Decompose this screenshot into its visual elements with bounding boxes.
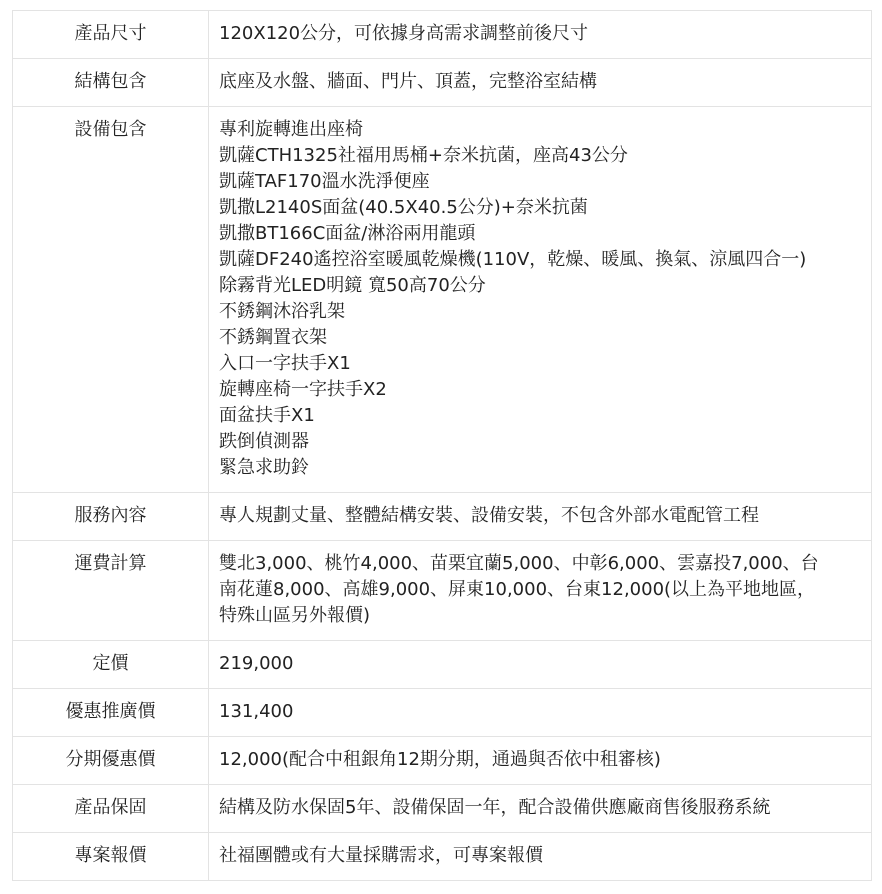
spec-label: 優惠推廣價 bbox=[13, 689, 209, 737]
spec-row-shipping bbox=[13, 541, 872, 641]
spec-value-line: 結構及防水保固5年、設備保固一年，配合設備供應廠商售後服務系統 bbox=[219, 797, 771, 818]
spec-value-line: 131,400 bbox=[219, 701, 294, 722]
spec-value-line: 緊急求助鈴 bbox=[219, 457, 309, 478]
spec-row-installment-price bbox=[13, 737, 872, 785]
spec-table-body bbox=[13, 11, 872, 881]
spec-value bbox=[209, 785, 872, 833]
spec-value bbox=[209, 641, 872, 689]
spec-label: 結構包含 bbox=[13, 59, 209, 107]
spec-value-line: 跌倒偵測器 bbox=[219, 431, 309, 452]
spec-value-line: 凱撒BT166C面盆/淋浴兩用龍頭 bbox=[219, 223, 476, 244]
spec-label: 產品尺寸 bbox=[13, 11, 209, 59]
spec-value-line: 凱撒L2140S面盆(40.5X40.5公分)+奈米抗菌 bbox=[219, 197, 588, 218]
spec-label: 專案報價 bbox=[13, 833, 209, 881]
spec-value-line: 底座及水盤、牆面、門片、頂蓋，完整浴室結構 bbox=[219, 71, 597, 92]
spec-value-line: 旋轉座椅一字扶手X2 bbox=[219, 379, 387, 400]
spec-value bbox=[209, 689, 872, 737]
spec-value-line: 除霧背光LED明鏡 寬50高70公分 bbox=[219, 275, 486, 296]
spec-row-promo-price bbox=[13, 689, 872, 737]
spec-value-line: 專利旋轉進出座椅 bbox=[219, 119, 363, 140]
spec-label: 服務內容 bbox=[13, 493, 209, 541]
spec-value-line: 不銹鋼置衣架 bbox=[219, 327, 327, 348]
spec-row-size bbox=[13, 11, 872, 59]
spec-label: 定價 bbox=[13, 641, 209, 689]
spec-value-line: 雙北3,000、桃竹4,000、苗栗宜蘭5,000、中彰6,000、雲嘉投7,000、台 bbox=[219, 553, 819, 574]
spec-value-line: 入口一字扶手X1 bbox=[219, 353, 351, 374]
spec-value-line: 社福團體或有大量採購需求，可專案報價 bbox=[219, 845, 543, 866]
spec-label: 運費計算 bbox=[13, 541, 209, 641]
spec-value bbox=[209, 59, 872, 107]
spec-value-line: 凱薩DF240遙控浴室暖風乾燥機(110V，乾燥、暖風、換氣、涼風四合一) bbox=[219, 249, 807, 270]
spec-value bbox=[209, 833, 872, 881]
spec-label: 產品保固 bbox=[13, 785, 209, 833]
spec-row-list-price bbox=[13, 641, 872, 689]
spec-value-line: 面盆扶手X1 bbox=[219, 405, 315, 426]
spec-value-line: 專人規劃丈量、整體結構安裝、設備安裝，不包含外部水電配管工程 bbox=[219, 505, 759, 526]
spec-row-project-quote bbox=[13, 833, 872, 881]
spec-value-line: 12,000(配合中租銀角12期分期，通過與否依中租審核) bbox=[219, 749, 661, 770]
spec-label: 分期優惠價 bbox=[13, 737, 209, 785]
spec-row-equipment bbox=[13, 107, 872, 493]
spec-value-line: 凱薩TAF170溫水洗淨便座 bbox=[219, 171, 430, 192]
spec-value bbox=[209, 541, 872, 641]
spec-value bbox=[209, 737, 872, 785]
product-spec-table bbox=[12, 10, 872, 881]
spec-row-warranty bbox=[13, 785, 872, 833]
spec-value-line: 219,000 bbox=[219, 653, 294, 674]
spec-value-line: 特殊山區另外報價) bbox=[219, 605, 371, 626]
spec-value bbox=[209, 11, 872, 59]
spec-value bbox=[209, 107, 872, 493]
spec-row-structure bbox=[13, 59, 872, 107]
spec-value-line: 不銹鋼沐浴乳架 bbox=[219, 301, 345, 322]
spec-row-service bbox=[13, 493, 872, 541]
spec-value-line: 南花蓮8,000、高雄9,000、屏東10,000、台東12,000(以上為平地地區， bbox=[219, 579, 816, 600]
spec-value bbox=[209, 493, 872, 541]
spec-label: 設備包含 bbox=[13, 107, 209, 493]
spec-value-line: 120X120公分，可依據身高需求調整前後尺寸 bbox=[219, 23, 589, 44]
spec-value-line: 凱薩CTH1325社福用馬桶+奈米抗菌，座高43公分 bbox=[219, 145, 628, 166]
